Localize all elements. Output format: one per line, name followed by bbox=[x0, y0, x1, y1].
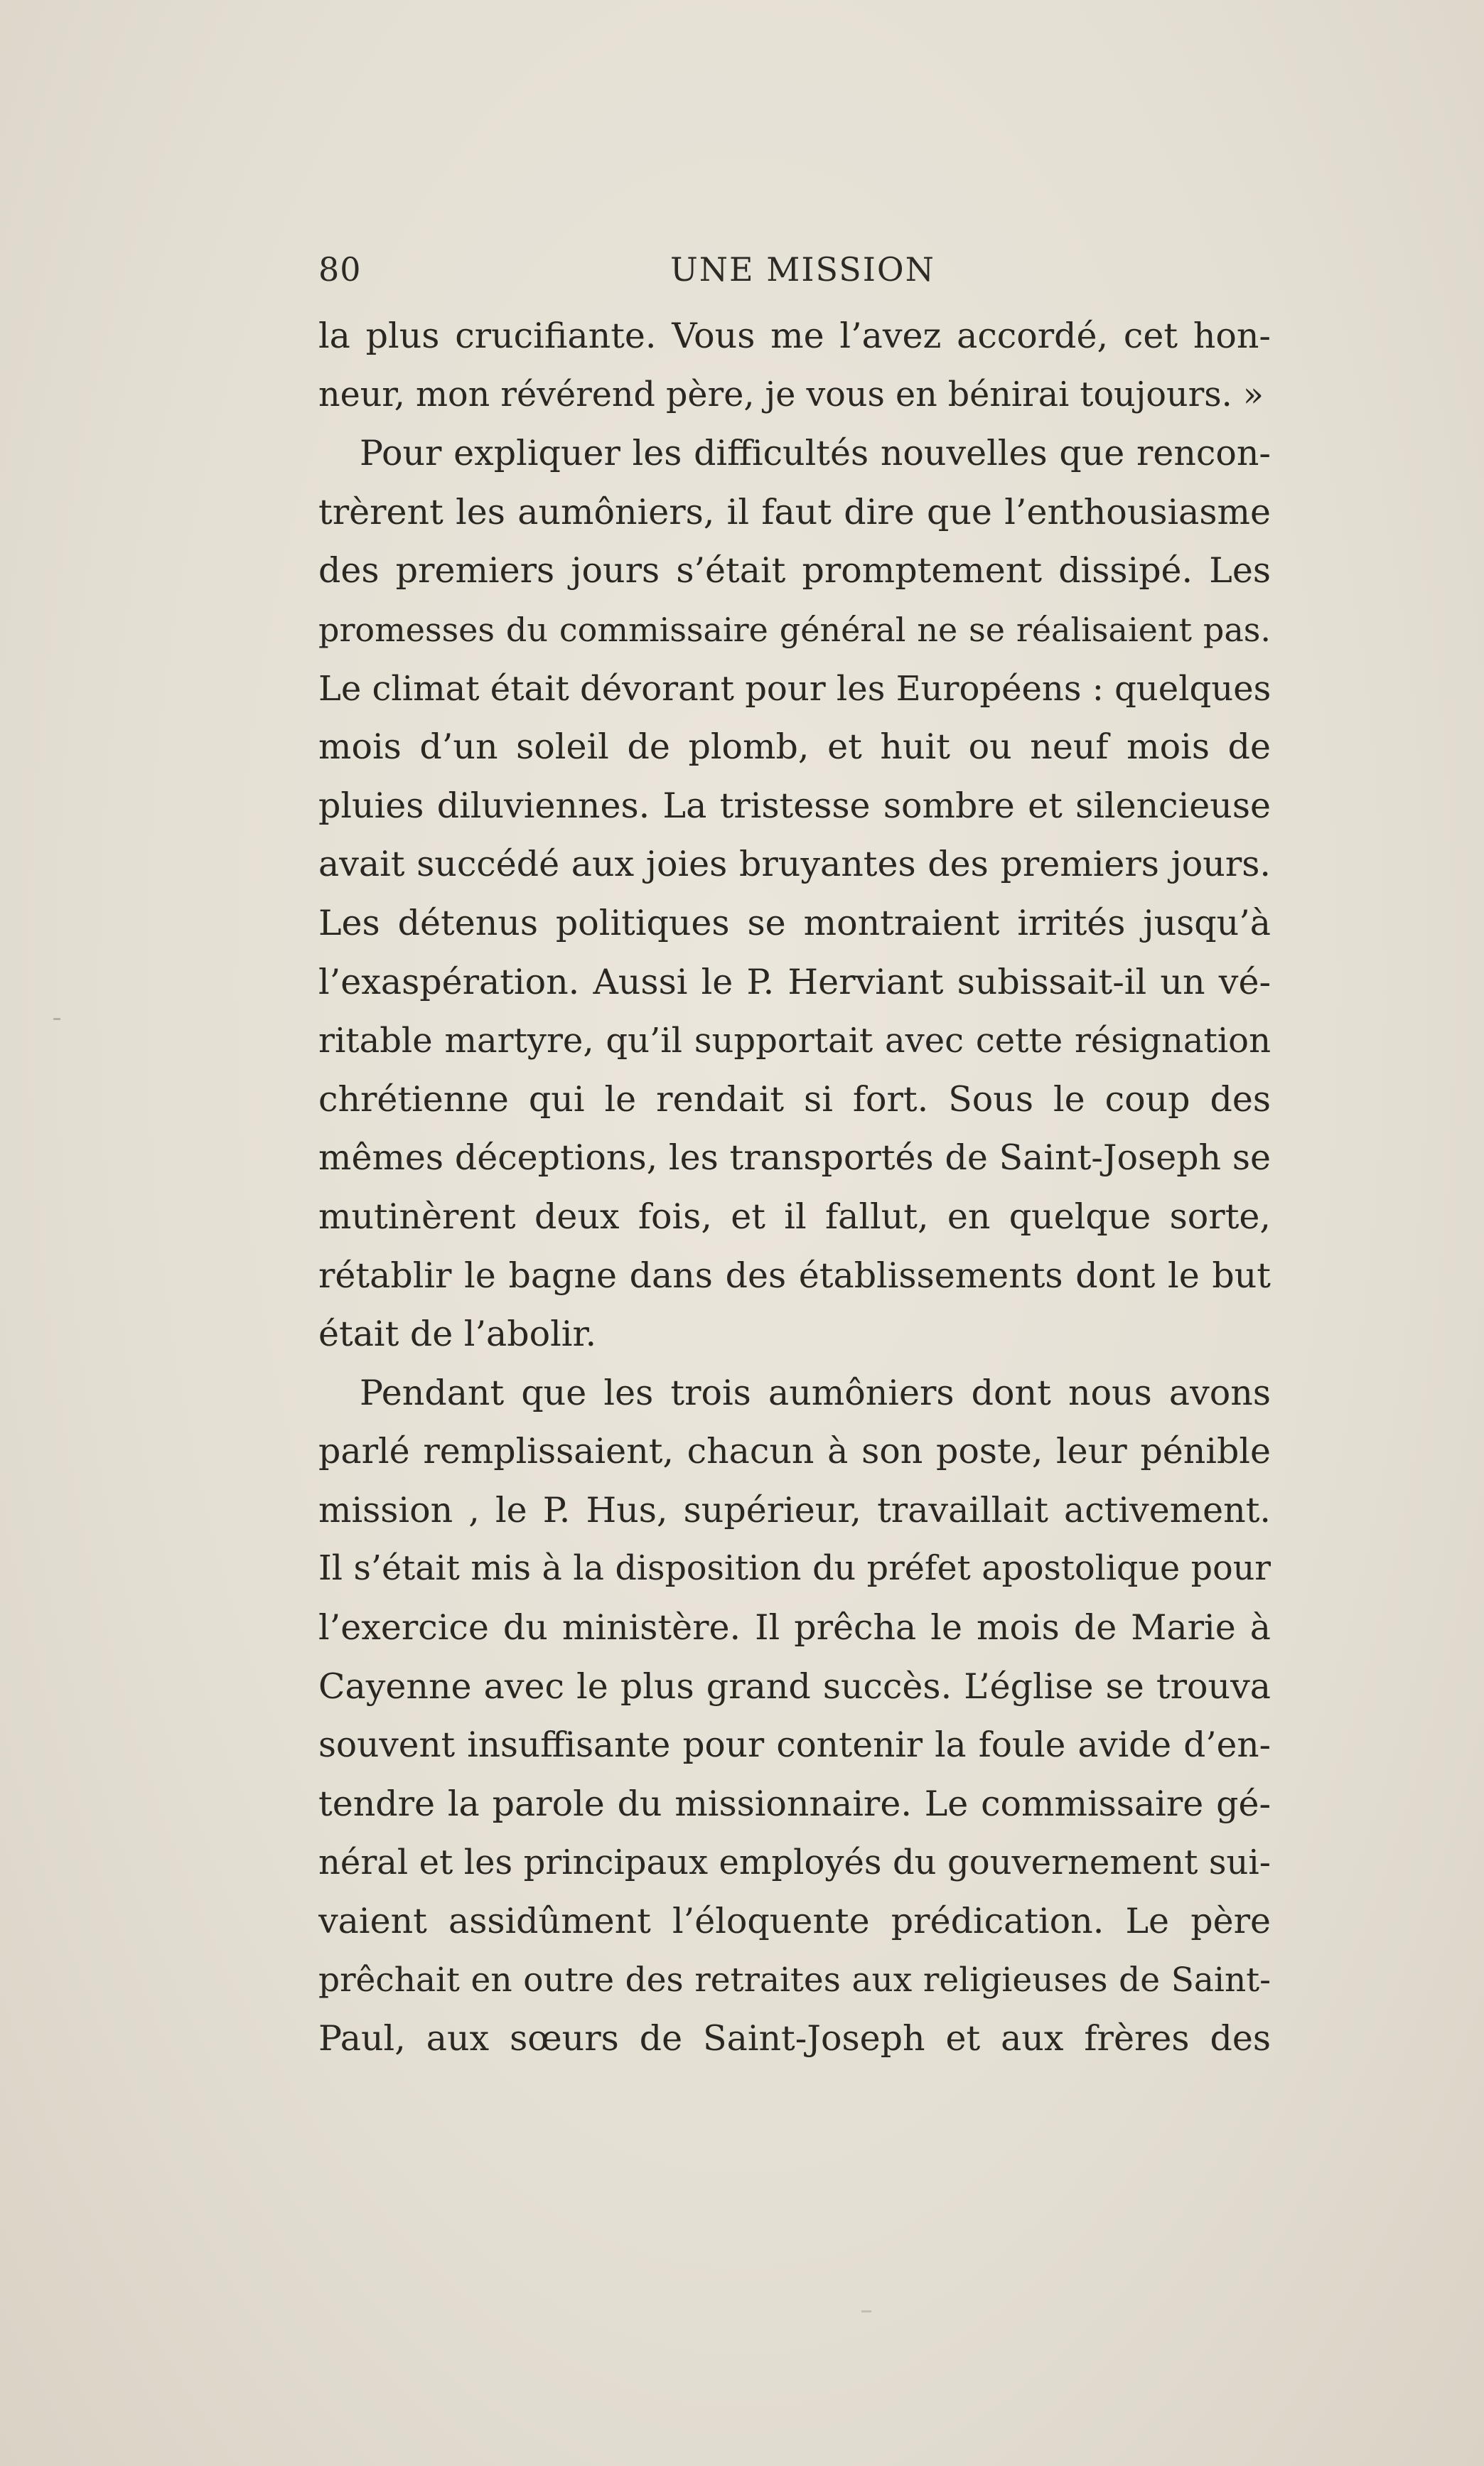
body-text bbox=[318, 307, 1271, 2069]
page-number: 80 bbox=[318, 250, 362, 289]
text-line: souvent insuffisante pour contenir la foule avide d’en- bbox=[318, 1725, 1271, 1766]
text-line: mêmes déceptions, les transportés de Saint-Joseph se bbox=[318, 1137, 1271, 1179]
text-line: trèrent les aumôniers, il faut dire que l’enthousiasme bbox=[318, 491, 1271, 532]
text-line: était de l’abolir. bbox=[318, 1314, 597, 1355]
text-line: chrétienne qui le rendait si fort. Sous le coup des bbox=[318, 1078, 1271, 1120]
text-line: mutinèrent deux fois, et il fallut, en quelque sorte, bbox=[318, 1196, 1271, 1237]
text-line: l’exercice du ministère. Il prêcha le mois de Marie à bbox=[318, 1607, 1271, 1649]
text-line: promesses du commissaire général ne se réalisaient pas. bbox=[318, 610, 1271, 649]
text-line: tendre la parole du missionnaire. Le commissaire gé- bbox=[318, 1783, 1271, 1824]
paragraph-start-line: Pendant que les trois aumôniers dont nous avons bbox=[360, 1372, 1271, 1413]
paper-speck bbox=[861, 2310, 871, 2312]
running-title: UNE MISSION bbox=[670, 250, 935, 289]
text-line: néral et les principaux employés du gouvernement sui- bbox=[318, 1843, 1271, 1883]
text-line: pluies diluviennes. La tristesse sombre et silencieuse bbox=[318, 785, 1271, 826]
text-line: parlé remplissaient, chacun à son poste, leur pénible bbox=[318, 1431, 1271, 1472]
text-line: prêchait en outre des retraites aux religieuses de Saint- bbox=[318, 1960, 1271, 2000]
text-line: des premiers jours s’était promptement dissipé. Les bbox=[318, 550, 1271, 591]
text-line: neur, mon révérend père, je vous en bénirai toujours. » bbox=[318, 375, 1264, 414]
text-line: l’exaspération. Aussi le P. Herviant subissait-il un vé- bbox=[318, 961, 1271, 1002]
text-line: rétablir le bagne dans des établissements dont le but bbox=[318, 1255, 1271, 1296]
text-line: la plus crucifiante. Vous me l’avez accordé, cet hon- bbox=[318, 316, 1271, 356]
text-line: Le climat était dévorant pour les Européens : quelques bbox=[318, 668, 1271, 709]
text-line: Paul, aux sœurs de Saint-Joseph et aux frères des bbox=[318, 2018, 1271, 2059]
text-line: ritable martyre, qu’il supportait avec cette résignation bbox=[318, 1021, 1271, 1061]
text-line: Les détenus politiques se montraient irrités jusqu’à bbox=[318, 902, 1271, 943]
text-line: mission , le P. Hus, supérieur, travaillait activement. bbox=[318, 1489, 1271, 1530]
text-line: mois d’un soleil de plomb, et huit ou neuf mois de bbox=[318, 727, 1271, 768]
text-line: Il s’était mis à la disposition du préfet apostolique pour bbox=[318, 1549, 1271, 1589]
running-head bbox=[318, 250, 1271, 300]
paragraph-start-line: Pour expliquer les difficultés nouvelles que rencon- bbox=[360, 433, 1271, 474]
text-line: avait succédé aux joies bruyantes des premiers jours. bbox=[318, 844, 1271, 885]
text-line: vaient assidûment l’éloquente prédication. Le père bbox=[318, 1901, 1271, 1942]
margin-mark bbox=[53, 1018, 60, 1020]
text-line: Cayenne avec le plus grand succès. L’église se trouva bbox=[318, 1666, 1271, 1707]
